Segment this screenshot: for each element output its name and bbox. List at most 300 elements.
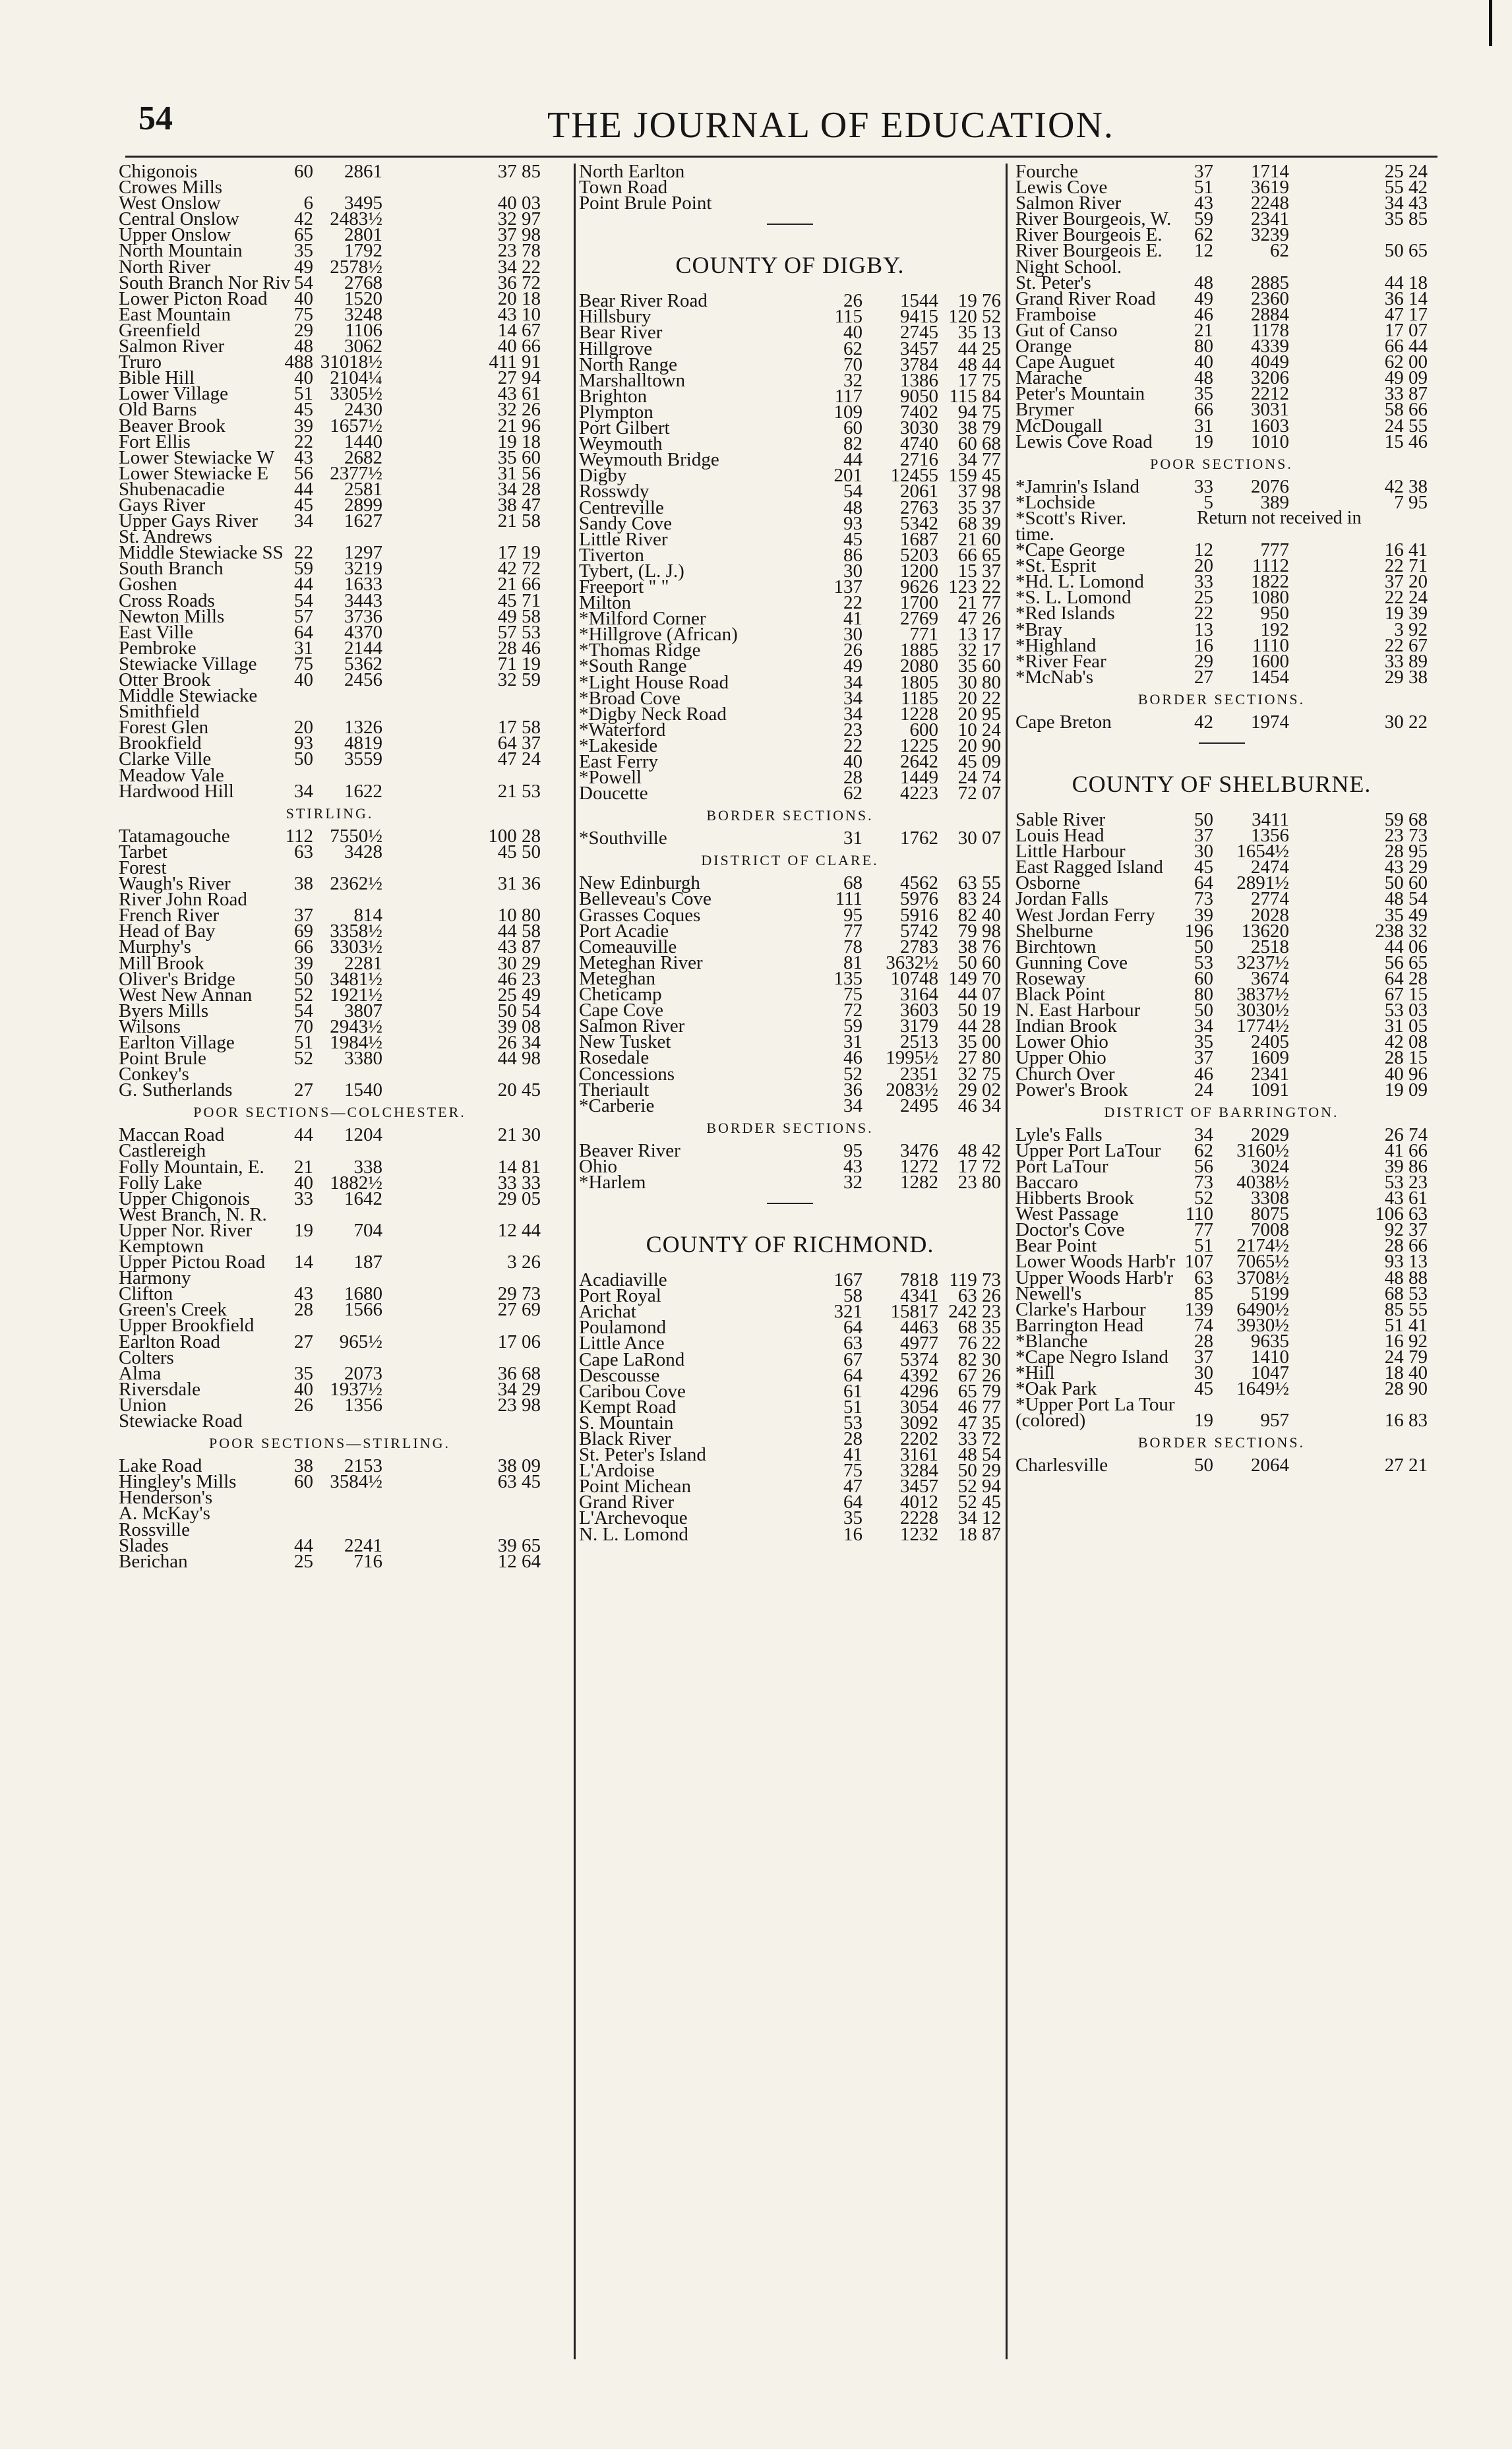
grant-amount: 27 80 (957, 1047, 1001, 1069)
grant-amount: 20 18 (497, 287, 541, 309)
grant-amount: 44 98 (497, 1048, 541, 1070)
school-name: Point Brule Point (579, 193, 712, 214)
attendance-days: 2083½ (886, 1079, 938, 1101)
school-name: Upper Nor. River (119, 1219, 253, 1241)
school-name: *Milford Corner (579, 608, 706, 630)
school-name: North River (119, 256, 211, 278)
grant-amount: 39 65 (497, 1534, 541, 1556)
section-heading: POOR SECTIONS—COLCHESTER. (193, 1104, 466, 1121)
grant-amount: 45 09 (957, 751, 1001, 772)
attendance-days: 1822 (1251, 571, 1289, 593)
pupils-count: 45 (843, 528, 862, 550)
county-heading: COUNTY OF SHELBURNE. (1072, 771, 1372, 797)
school-name: Arichat (579, 1301, 636, 1323)
pupils-count: 30 (843, 624, 862, 646)
school-name: *Lakeside (579, 735, 658, 756)
school-name: L'Archevoque (579, 1507, 688, 1529)
grant-amount: 23 98 (497, 1394, 541, 1416)
attendance-days: 1106 (345, 319, 382, 341)
attendance-days: 12455 (890, 465, 938, 487)
pupils-count: 117 (834, 385, 862, 407)
school-name: River Bourgeois E. (1015, 224, 1163, 246)
grant-amount: 34 22 (497, 256, 541, 278)
school-name: Slades (119, 1534, 169, 1556)
school-name: South Branch (119, 558, 224, 580)
attendance-days: 2716 (900, 449, 938, 471)
attendance-days: 777 (1260, 539, 1289, 561)
school-name: Descousse (579, 1364, 660, 1386)
school-name: Framboise (1015, 303, 1097, 325)
attendance-days: 10748 (890, 967, 938, 989)
attendance-days: 338 (353, 1156, 382, 1178)
pupils-count: 78 (843, 936, 862, 957)
attendance-days: 1937½ (330, 1378, 382, 1400)
attendance-days: 3481½ (330, 968, 382, 990)
grant-amount: 10 24 (957, 719, 1001, 741)
grant-amount: 242 23 (948, 1301, 1001, 1323)
pupils-count: 29 (1194, 650, 1213, 672)
attendance-days: 1544 (900, 290, 938, 312)
pupils-count: 12 (1194, 539, 1213, 561)
grant-amount: 60 68 (957, 433, 1001, 455)
school-name: N. East Harbour (1015, 1000, 1141, 1021)
grant-amount: 50 29 (957, 1460, 1001, 1482)
school-name: Marache (1015, 367, 1083, 389)
pupils-count: 70 (294, 1015, 313, 1037)
school-name: G. Sutherlands (119, 1079, 233, 1101)
pupils-count: 54 (294, 1000, 313, 1021)
attendance-days: 5916 (900, 904, 938, 926)
attendance-days: 2899 (344, 494, 382, 516)
school-name: *Light House Road (579, 671, 729, 693)
attendance-days: 2783 (900, 936, 938, 957)
school-name: *Thomas Ridge (579, 640, 701, 661)
school-name: Freeport " " (579, 576, 669, 597)
pupils-count: 75 (294, 303, 313, 325)
pupils-count: 30 (1194, 1362, 1213, 1384)
grant-amount: 39 08 (497, 1015, 541, 1037)
grant-amount: 66 44 (1384, 336, 1428, 357)
attendance-days: 2642 (900, 751, 938, 772)
pupils-count: 50 (294, 748, 313, 770)
grant-amount: 22 71 (1384, 555, 1428, 577)
attendance-days: 1200 (900, 560, 938, 582)
attendance-days: 2153 (344, 1455, 382, 1477)
pupils-count: 53 (843, 1412, 862, 1434)
section-heading: BORDER SECTIONS. (706, 807, 874, 824)
attendance-days: 3305½ (330, 383, 382, 405)
attendance-days: 2377½ (330, 462, 382, 484)
grant-amount: 43 87 (497, 936, 541, 958)
attendance-days: 3030½ (1236, 1000, 1289, 1021)
grant-amount: 35 13 (957, 322, 1001, 344)
attendance-days: 5342 (900, 512, 938, 534)
grant-amount: 21 77 (957, 592, 1001, 614)
pupils-count: 45 (294, 494, 313, 516)
pupils-count: 62 (843, 783, 862, 804)
attendance-days: 1110 (1252, 634, 1289, 656)
grant-amount: 31 05 (1384, 1015, 1428, 1037)
school-name: West New Annan (119, 984, 253, 1006)
attendance-days: 3206 (1251, 367, 1289, 389)
grant-amount: 32 26 (497, 399, 541, 421)
school-name: Clifton (119, 1283, 173, 1305)
pupils-count: 45 (1194, 1378, 1213, 1400)
grant-amount: 7 95 (1394, 491, 1428, 513)
attendance-days: 2474 (1251, 857, 1289, 878)
attendance-days: 2028 (1251, 904, 1289, 926)
attendance-days: 3239 (1251, 224, 1289, 246)
pupils-count: 77 (1194, 1219, 1213, 1241)
school-name: Lower Woods Harb'r (1015, 1251, 1176, 1273)
attendance-days: 187 (353, 1252, 382, 1273)
grant-amount: 37 98 (957, 481, 1001, 502)
attendance-days: 3784 (900, 353, 938, 375)
school-name: Lower Village (119, 383, 229, 405)
school-name: Jordan Falls (1015, 888, 1108, 910)
school-name: Tiverton (579, 544, 644, 566)
school-name: L'Ardoise (579, 1460, 655, 1482)
school-name: Hillsbury (579, 306, 651, 328)
school-name: French River (119, 905, 220, 926)
attendance-days: 9635 (1251, 1330, 1289, 1352)
table-row (579, 828, 1001, 849)
school-name: Kemptown (119, 1236, 204, 1257)
pupils-count: 35 (1194, 1031, 1213, 1053)
attendance-days: 1687 (900, 528, 938, 550)
school-name: West Onslow (119, 193, 221, 214)
attendance-days: 704 (353, 1219, 382, 1241)
grant-amount: 3 92 (1394, 619, 1428, 640)
school-name: Baccaro (1015, 1171, 1078, 1193)
attendance-days: 3584½ (330, 1471, 382, 1493)
attendance-days: 2073 (344, 1362, 382, 1384)
pupils-count: 95 (843, 1139, 862, 1161)
school-name: *Harlem (579, 1171, 646, 1193)
grant-amount: 66 65 (957, 544, 1001, 566)
attendance-days: 1792 (344, 240, 382, 262)
column-divider-2 (1006, 164, 1008, 2359)
table-row (119, 1410, 541, 1432)
attendance-days: 6490½ (1236, 1298, 1289, 1320)
pupils-count: 37 (1194, 1047, 1213, 1069)
school-name: East Ferry (579, 751, 658, 772)
grant-amount: 43 29 (1384, 857, 1428, 878)
school-name: Cape Cove (579, 1000, 664, 1021)
grant-amount: 26 34 (497, 1031, 541, 1053)
attendance-days: 4049 (1251, 351, 1289, 373)
school-name: McDougall (1015, 415, 1103, 437)
school-name: Smithfield (119, 701, 200, 723)
pupils-count: 33 (1194, 571, 1213, 593)
pupils-count: 33 (294, 1188, 313, 1209)
pupils-count: 67 (843, 1348, 862, 1370)
grant-amount: 238 32 (1375, 920, 1428, 942)
school-name: *McNab's (1015, 666, 1093, 688)
grant-amount: 34 29 (497, 1378, 541, 1400)
pupils-count: 21 (1194, 319, 1213, 341)
pupils-count: 31 (843, 1031, 862, 1053)
grant-amount: 12 44 (497, 1219, 541, 1241)
attendance-days: 3837½ (1236, 984, 1289, 1006)
school-name: Plympton (579, 401, 653, 423)
table-row (1015, 1346, 1428, 1368)
pupils-count: 30 (1194, 841, 1213, 862)
attendance-days: 3619 (1251, 177, 1289, 198)
pupils-count: 50 (1194, 936, 1213, 957)
grant-amount: 29 05 (497, 1188, 541, 1209)
grant-amount: 47 35 (957, 1412, 1001, 1434)
school-name: Crowes Mills (119, 177, 223, 198)
school-name: Salmon River (579, 1015, 685, 1037)
grant-amount: 39 86 (1384, 1155, 1428, 1177)
attendance-days: 3160½ (1236, 1139, 1289, 1161)
attendance-days: 1805 (900, 671, 938, 693)
attendance-days: 1700 (900, 592, 938, 614)
attendance-days: 771 (909, 624, 938, 646)
grant-amount: 56 65 (1384, 952, 1428, 973)
table-row (579, 1171, 1001, 1193)
school-name: Otter Brook (119, 669, 211, 690)
pupils-count: 62 (1194, 224, 1213, 246)
school-name: Lower Picton Road (119, 287, 268, 309)
school-name: *Cape Negro Island (1015, 1346, 1168, 1368)
attendance-days: 1657½ (330, 415, 382, 437)
attendance-days: 4223 (900, 783, 938, 804)
attendance-days: 1326 (344, 717, 382, 739)
attendance-days: 2745 (900, 322, 938, 344)
school-name: Salmon River (119, 336, 225, 357)
section-separator (579, 1190, 1001, 1217)
attendance-days: 957 (1260, 1410, 1289, 1432)
pupils-count: 111 (835, 888, 862, 910)
attendance-days: 2212 (1251, 383, 1289, 405)
school-name: Newton Mills (119, 605, 225, 627)
grant-amount: 82 40 (957, 904, 1001, 926)
grant-amount: 36 68 (497, 1362, 541, 1384)
school-name: Centreville (579, 497, 664, 518)
school-name: Greenfield (119, 319, 200, 341)
attendance-days: 814 (353, 905, 382, 926)
attendance-days: 2341 (1251, 208, 1289, 230)
school-name: St. Andrews (119, 526, 212, 548)
pupils-count: 25 (1194, 587, 1213, 609)
table-row (119, 1079, 541, 1101)
pupils-count: 82 (843, 433, 862, 455)
attendance-days: 1600 (1251, 650, 1289, 672)
school-name: Earlton Road (119, 1331, 220, 1352)
attendance-days: 2456 (344, 669, 382, 690)
pupils-count: 37 (294, 905, 313, 926)
pupils-count: 68 (843, 872, 862, 894)
grant-amount: 68 53 (1384, 1283, 1428, 1304)
school-name: *Carberie (579, 1095, 655, 1116)
school-name: Black River (579, 1428, 671, 1449)
pupils-count: 85 (1194, 1283, 1213, 1304)
school-name: Upper Pictou Road (119, 1252, 266, 1273)
grant-amount: 57 53 (497, 621, 541, 643)
school-name: Forest Glen (119, 717, 209, 739)
pupils-count: 65 (294, 224, 313, 246)
school-name: Barrington Head (1015, 1314, 1144, 1336)
attendance-days: 3930½ (1236, 1314, 1289, 1336)
grant-amount: 32 97 (497, 208, 541, 230)
grant-amount: 15 46 (1384, 431, 1428, 452)
school-name: Louis Head (1015, 825, 1104, 847)
grant-amount: 44 58 (497, 921, 541, 942)
pupils-count: 112 (285, 825, 313, 847)
grant-amount: 50 54 (497, 1000, 541, 1021)
grant-amount: 17 07 (1384, 319, 1428, 341)
section-heading: BORDER SECTIONS. (706, 1119, 874, 1136)
school-name: Upper Chigonois (119, 1188, 250, 1209)
grant-amount: 35 00 (957, 1031, 1001, 1053)
school-name: Conkey's (119, 1064, 189, 1085)
school-name: Middle Stewiacke SS (119, 542, 284, 564)
grant-amount: 21 30 (497, 1124, 541, 1146)
section-heading: STIRLING. (286, 804, 374, 822)
table-row (579, 1095, 1001, 1116)
school-name: Fourche (1015, 161, 1079, 182)
attendance-days: 3303½ (330, 936, 382, 958)
attendance-days: 8075 (1251, 1203, 1289, 1225)
pupils-count: 40 (294, 1172, 313, 1194)
attendance-days: 2405 (1251, 1031, 1289, 1053)
school-name: Doucette (579, 783, 648, 804)
pupils-count: 115 (834, 306, 862, 328)
attendance-days: 2076 (1251, 475, 1289, 497)
school-name: Chigonois (119, 161, 198, 182)
school-name: *River Fear (1015, 650, 1106, 672)
grant-amount: 55 42 (1384, 177, 1428, 198)
pupils-count: 13 (1194, 619, 1213, 640)
pupils-count: 28 (843, 767, 862, 789)
pupils-count: 73 (1194, 888, 1213, 910)
school-name: Hibberts Brook (1015, 1188, 1134, 1209)
school-name: Little Harbour (1015, 841, 1126, 862)
school-name: *Lochside (1015, 491, 1095, 513)
school-name: Little River (579, 528, 668, 550)
table-row (1015, 319, 1428, 341)
attendance-days: 1010 (1251, 431, 1289, 452)
attendance-days: 2248 (1251, 193, 1289, 214)
table-row (1015, 1410, 1428, 1432)
attendance-days: 3559 (344, 748, 382, 770)
pupils-count: 32 (843, 369, 862, 391)
attendance-days: 3476 (900, 1139, 938, 1161)
school-name: North Mountain (119, 240, 243, 262)
school-name: Black Point (1015, 984, 1106, 1006)
attendance-days: 1091 (1251, 1079, 1289, 1101)
pupils-count: 27 (294, 1331, 313, 1352)
school-name: A. McKay's (119, 1503, 210, 1525)
grant-amount: 21 96 (497, 415, 541, 437)
pupils-count: 75 (843, 1460, 862, 1482)
pupils-count: 43 (1194, 193, 1213, 214)
attendance-days: 4296 (900, 1380, 938, 1402)
school-name: Port Gilbert (579, 417, 670, 439)
grant-amount: 28 15 (1384, 1047, 1428, 1069)
grant-amount: 33 87 (1384, 383, 1428, 405)
grant-amount: 44 18 (1384, 272, 1428, 293)
attendance-days: 31018½ (320, 351, 382, 373)
pupils-count: 45 (1194, 857, 1213, 878)
grant-amount: 92 37 (1384, 1219, 1428, 1241)
table-row (579, 1523, 1001, 1545)
school-name: Cape Auguet (1015, 351, 1115, 373)
pupils-count: 44 (294, 1124, 313, 1146)
grant-amount: 68 35 (957, 1317, 1001, 1339)
school-name: Berichan (119, 1550, 188, 1572)
school-name: East Mountain (119, 303, 231, 325)
attendance-days: 2885 (1251, 272, 1289, 293)
pupils-count: 56 (294, 462, 313, 484)
attendance-days: 1232 (900, 1523, 938, 1545)
school-name: Meteghan River (579, 952, 703, 973)
school-name: Folly Lake (119, 1172, 202, 1194)
pupils-count: 44 (294, 1534, 313, 1556)
school-name: Salmon River (1015, 193, 1122, 214)
school-name: Stewiacke Road (119, 1410, 243, 1432)
school-name: Green's Creek (119, 1299, 227, 1321)
pupils-count: 70 (843, 353, 862, 375)
grant-amount: 35 49 (1384, 904, 1428, 926)
attendance-days: 1649½ (1236, 1378, 1289, 1400)
table-row (1015, 431, 1428, 452)
pupils-count: 69 (294, 921, 313, 942)
grant-amount: 411 91 (489, 351, 541, 373)
school-name: Bear River Road (579, 290, 708, 312)
grant-amount: 29 73 (497, 1283, 541, 1305)
pupils-count: 35 (294, 1362, 313, 1384)
school-name: Meadow Vale (119, 764, 224, 786)
attendance-days: 2430 (344, 399, 382, 421)
attendance-days: 3030 (900, 417, 938, 439)
school-name: New Tusket (579, 1031, 671, 1053)
attendance-days: 1449 (900, 767, 938, 789)
school-name: Tatamagouche (119, 825, 230, 847)
grant-amount: 16 83 (1384, 1410, 1428, 1432)
attendance-days: 4038½ (1236, 1171, 1289, 1193)
school-name: St. Peter's Island (579, 1444, 706, 1466)
school-name: Hingley's Mills (119, 1471, 237, 1493)
attendance-days: 950 (1260, 603, 1289, 624)
grant-amount: 115 84 (949, 385, 1001, 407)
school-name: Harmony (119, 1267, 191, 1289)
attendance-days: 3358½ (330, 921, 382, 942)
attendance-days: 1225 (900, 735, 938, 756)
pupils-count: 64 (843, 1492, 862, 1513)
grant-amount: 149 70 (948, 967, 1001, 989)
section-heading: DISTRICT OF BARRINGTON. (1104, 1103, 1339, 1120)
school-name: Forest (119, 857, 167, 878)
attendance-days: 3248 (344, 303, 382, 325)
grant-amount: 26 74 (1384, 1124, 1428, 1145)
school-name: Milton (579, 592, 631, 614)
grant-amount: 46 77 (957, 1396, 1001, 1418)
grant-amount: 43 61 (1384, 1188, 1428, 1209)
school-name: Upper Gays River (119, 510, 258, 532)
pupils-count: 34 (843, 1095, 862, 1116)
school-name: Orange (1015, 336, 1072, 357)
pupils-count: 64 (1194, 872, 1213, 894)
pupils-count: 139 (1184, 1298, 1213, 1320)
attendance-days: 3603 (900, 1000, 938, 1021)
pupils-count: 27 (294, 1079, 313, 1101)
pupils-count: 35 (843, 1507, 862, 1529)
school-name: West Jordan Ferry (1015, 904, 1155, 926)
grant-amount: 33 72 (957, 1428, 1001, 1449)
